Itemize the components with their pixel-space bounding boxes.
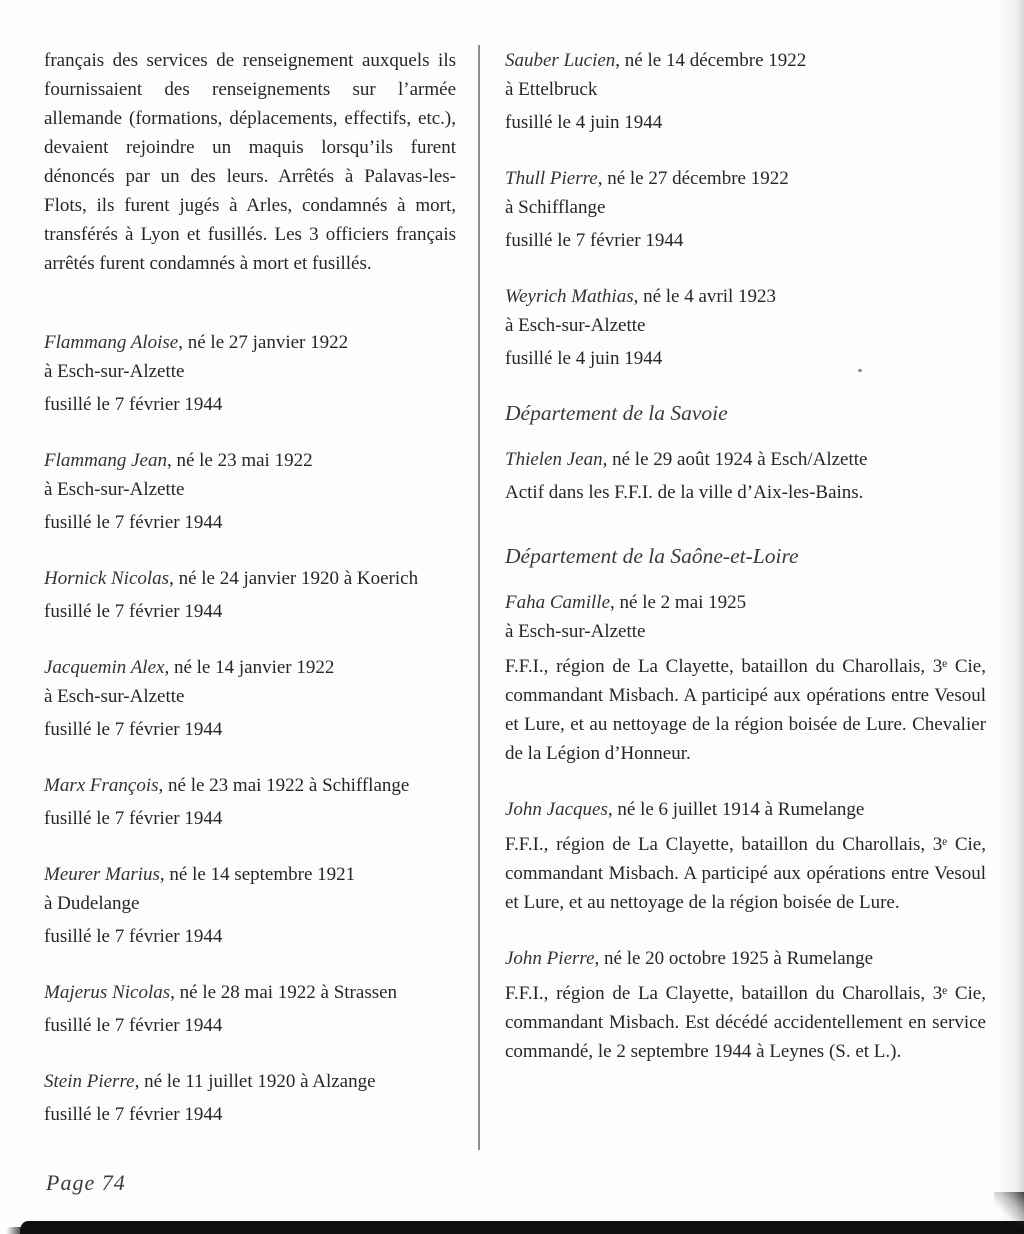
person-entry xyxy=(505,588,986,768)
entry-headline xyxy=(44,978,456,1007)
page-columns xyxy=(44,46,986,1156)
entry-headline xyxy=(505,588,986,617)
entry-birth-info: , né le 20 octobre 1925 à Rumelange xyxy=(594,948,874,969)
scan-corner-shadow xyxy=(994,1192,1024,1226)
entry-birth-info: , né le 4 avril 1923 xyxy=(633,286,777,307)
entry-place: à Esch-sur-Alzette xyxy=(44,479,185,500)
person-name: Marx François xyxy=(44,775,159,796)
entry-birth-info: , né le 6 juillet 1914 à Rumelange xyxy=(607,799,865,820)
entry-place: à Esch-sur-Alzette xyxy=(44,686,185,707)
entry-fate: fusillé le 7 février 1944 xyxy=(44,1015,223,1036)
entry-headline xyxy=(44,328,456,357)
intro-paragraph: français des services de renseignement auxquels ils fournissaient des renseignements sur l’armée allemande (formations, déplacements, effectifs, etc.), devaient rejoindre un maquis lorsqu’ils furent dénoncés par un des leurs. Arrêtés à Palavas-les-Flots, ils furent jugés à Arles, condamnés à mort, transférés à Lyon et fusillés. Les 3 officiers français arrêtés furent condamnés à mort et fusillés. xyxy=(44,50,456,274)
entry-fate: fusillé le 4 juin 1944 xyxy=(505,112,663,133)
entry-fate: Actif dans les F.F.I. de la ville d’Aix-les-Bains. xyxy=(505,482,864,503)
department-heading: Département de la Savoie xyxy=(505,401,728,425)
person-name: Faha Camille xyxy=(505,592,611,613)
person-entry xyxy=(44,978,456,1040)
entry-fate: fusillé le 7 février 1944 xyxy=(44,719,223,740)
left-column xyxy=(44,46,456,1156)
person-entry xyxy=(44,328,456,419)
entry-body: F.F.I., région de La Clayette, bataillon du Charollais, 3ᵉ Cie, commandant Misbach. A participé aux opérations entre Vesoul et Lure, et au nettoyage de la région boisée de Lure. xyxy=(505,834,986,913)
person-name: Majerus Nicolas xyxy=(44,982,171,1003)
scan-artifact-dot xyxy=(858,369,862,372)
entry-place: à Ettelbruck xyxy=(505,79,598,100)
entry-headline xyxy=(44,446,456,475)
right-column xyxy=(505,46,986,1156)
entry-birth-info: , né le 23 mai 1922 xyxy=(166,450,313,471)
entry-headline xyxy=(44,771,456,800)
entry-fate: fusillé le 7 février 1944 xyxy=(44,394,223,415)
entry-headline xyxy=(44,1067,456,1096)
person-name: Weyrich Mathias xyxy=(505,286,634,307)
entry-birth-info: , né le 24 janvier 1920 à Koerich xyxy=(169,568,419,589)
person-name: John Jacques xyxy=(505,799,608,820)
entry-place: à Esch-sur-Alzette xyxy=(505,315,646,336)
entry-headline xyxy=(505,46,986,75)
entry-headline xyxy=(505,944,986,973)
entry-headline xyxy=(505,445,986,474)
person-entry xyxy=(44,1067,456,1129)
entry-birth-info: , né le 11 juillet 1920 à Alzange xyxy=(134,1071,376,1092)
scan-shadow-right xyxy=(998,0,1024,1234)
person-entry xyxy=(505,164,986,255)
entry-fate: fusillé le 4 juin 1944 xyxy=(505,348,663,369)
entry-headline xyxy=(505,164,986,193)
department-heading: Département de la Saône-et-Loire xyxy=(505,544,799,568)
entry-birth-info: , né le 27 décembre 1922 xyxy=(597,168,789,189)
person-entry xyxy=(505,795,986,917)
person-name: Sauber Lucien xyxy=(505,50,616,71)
person-name: Flammang Jean xyxy=(44,450,167,471)
entry-birth-info: , né le 14 décembre 1922 xyxy=(615,50,807,71)
entry-birth-info: , né le 2 mai 1925 xyxy=(610,592,747,613)
person-name: Thull Pierre xyxy=(505,168,598,189)
entry-body: F.F.I., région de La Clayette, bataillon du Charollais, 3ᵉ Cie, commandant Misbach. Est décédé accidentellement en service commandé, le 2 septembre 1944 à Leynes (S. et L.). xyxy=(505,983,986,1062)
entry-place: à Esch-sur-Alzette xyxy=(505,621,646,642)
entry-birth-info: , né le 29 août 1924 à Esch/Alzette xyxy=(602,449,868,470)
person-name: Jacquemin Alex xyxy=(44,657,165,678)
entry-place: à Schifflange xyxy=(505,197,606,218)
person-name: Meurer Marius xyxy=(44,864,160,885)
entry-fate: fusillé le 7 février 1944 xyxy=(44,926,223,947)
person-entry xyxy=(44,564,456,626)
entry-birth-info: , né le 23 mai 1922 à Schifflange xyxy=(158,775,410,796)
scan-edge-bottom xyxy=(20,1221,1024,1234)
person-name: Hornick Nicolas xyxy=(44,568,170,589)
person-entry xyxy=(505,944,986,1066)
person-name: John Pierre xyxy=(505,948,595,969)
entry-fate: fusillé le 7 février 1944 xyxy=(44,512,223,533)
entry-birth-info: , né le 14 janvier 1922 xyxy=(164,657,335,678)
entry-headline xyxy=(44,860,456,889)
person-entry xyxy=(44,653,456,744)
entry-headline xyxy=(44,653,456,682)
person-name: Thielen Jean xyxy=(505,449,603,470)
entry-headline xyxy=(44,564,456,593)
entry-body: F.F.I., région de La Clayette, bataillon du Charollais, 3ᵉ Cie, commandant Misbach. A participé aux opérations entre Vesoul et Lure, et au nettoyage de la région boisée de Lure. Chevalier de la Légion d’Honneur. xyxy=(505,656,986,764)
entry-fate: fusillé le 7 février 1944 xyxy=(44,1104,223,1125)
entry-headline xyxy=(505,795,986,824)
entry-birth-info: , né le 27 janvier 1922 xyxy=(178,332,349,353)
person-entry xyxy=(44,446,456,537)
entry-fate: fusillé le 7 février 1944 xyxy=(44,808,223,829)
entry-place: à Esch-sur-Alzette xyxy=(44,361,185,382)
person-entry xyxy=(505,282,986,373)
person-entry xyxy=(44,860,456,951)
person-name: Flammang Aloise xyxy=(44,332,179,353)
entry-fate: fusillé le 7 février 1944 xyxy=(505,230,684,251)
entry-birth-info: , né le 28 mai 1922 à Strassen xyxy=(170,982,398,1003)
entry-headline xyxy=(505,282,986,311)
person-name: Stein Pierre xyxy=(44,1071,135,1092)
person-entry xyxy=(505,445,986,507)
entry-fate: fusillé le 7 février 1944 xyxy=(44,601,223,622)
entry-place: à Dudelange xyxy=(44,893,140,914)
person-entry xyxy=(505,46,986,137)
entry-birth-info: , né le 14 septembre 1921 xyxy=(159,864,356,885)
person-entry xyxy=(44,771,456,833)
page-number: Page 74 xyxy=(46,1170,126,1195)
